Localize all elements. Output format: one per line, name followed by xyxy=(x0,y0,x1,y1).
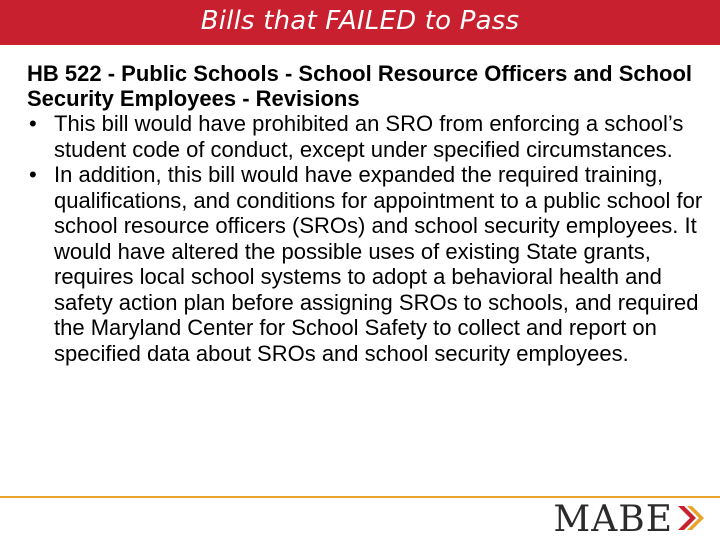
bullet-list xyxy=(27,111,707,366)
mabe-logo xyxy=(553,500,706,540)
slide-title: Bills that FAILED to Pass xyxy=(200,5,520,36)
title-bar xyxy=(0,0,720,45)
bullet-item xyxy=(27,162,707,366)
bullet-symbol: • xyxy=(29,162,37,187)
bullet-symbol: • xyxy=(29,111,37,136)
bullet-item xyxy=(27,111,707,162)
arrow-icon xyxy=(676,503,706,538)
bill-heading: HB 522 - Public Schools - School Resource Officers and School Security Employees - Revisions xyxy=(27,61,693,111)
bullet-text: In addition, this bill would have expanded the required training, qualifications, and conditions for appointment to a public school for school resource officers (SROs) and school security employees. It would have altered the possible uses of existing State grants, requires local school systems to adopt a behavioral health and safety action plan before assigning SROs to schools, and required the Maryland Center for School Safety to collect and report on specified data about SROs and school security employees. xyxy=(54,162,703,366)
footer-divider xyxy=(0,496,720,498)
slide-content xyxy=(27,61,707,366)
bullet-text: This bill would have prohibited an SRO from enforcing a school’s student code of conduct, except under specified circumstances. xyxy=(54,111,684,162)
logo-text: MABE xyxy=(553,499,673,540)
